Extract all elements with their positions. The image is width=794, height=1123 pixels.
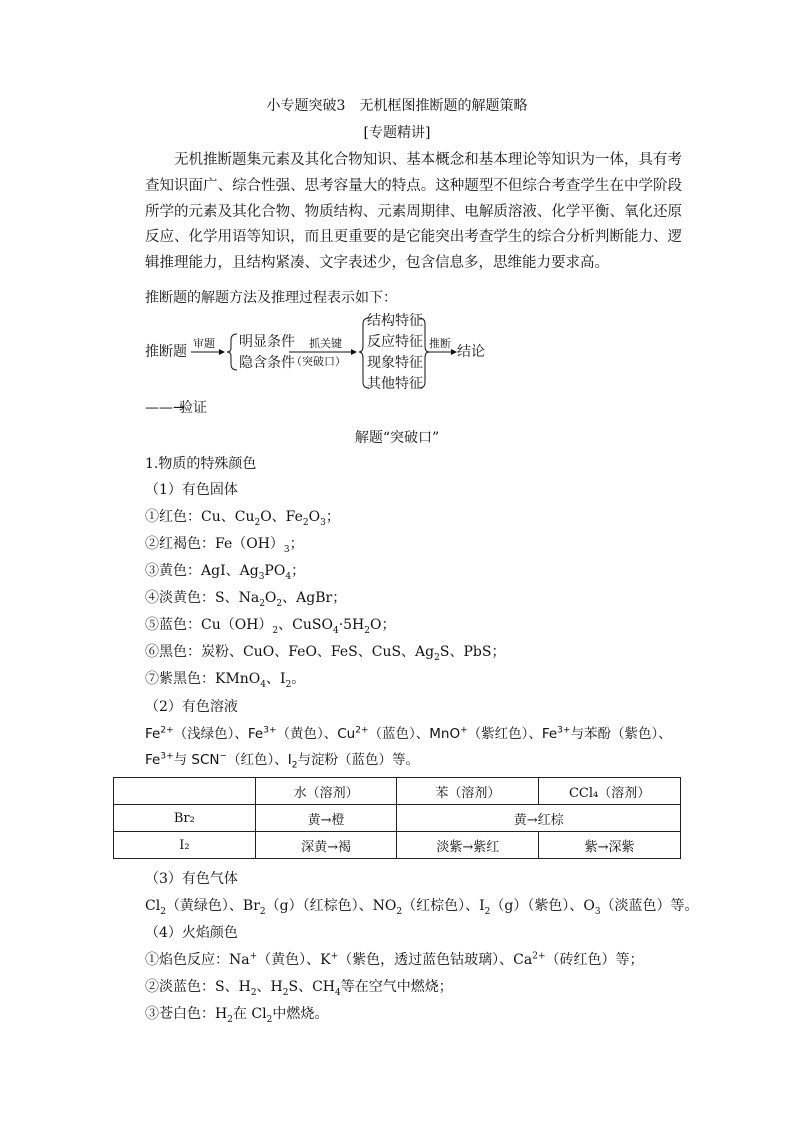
sub2-heading: （2）有色溶液: [145, 699, 238, 715]
solid-black: ⑥黑色：炭粉、CuO、FeO、FeS、CuS、$Ag_2S$、PbS；: [145, 644, 506, 663]
table-row-label: Br₂: [114, 805, 256, 832]
solid-paleyellow: ④淡黄色：S、$Na_2O_2$、AgBr；: [145, 590, 347, 609]
flow-arrow3-label: 推断: [429, 337, 451, 350]
table-header-row: [114, 778, 681, 805]
flame-line-2: ②淡蓝色：S、$H_2$、$H_2S$、$CH_4$等在空气中燃烧；: [145, 979, 453, 998]
flow-verify: 验证: [179, 400, 207, 416]
table-cell: 淡紫→紫红: [397, 832, 539, 859]
breakthrough-heading: 解题“突破口”: [354, 430, 440, 446]
flow-arrow1-label: 审题: [193, 337, 215, 350]
flow-feature-other: 其他特征: [367, 376, 423, 392]
solid-purpleblack: ⑦紫黑色：KMnO$_4$、$I_2$。: [145, 671, 306, 690]
flow-end: 结论: [457, 344, 485, 360]
table-cell: 深黄→褐: [255, 832, 397, 859]
section-label: [专题精讲]: [363, 125, 431, 141]
solid-redbrown: ②红褐色：$Fe(OH)_3$；: [145, 536, 304, 555]
table-cell: 紫→深紫: [539, 832, 681, 859]
solid-blue: ⑤蓝色：$Cu(OH)_2$、$CuSO_4\cdot 5H_2O$；: [145, 617, 396, 636]
flow-arrow2-bottom: （突破口）: [291, 355, 346, 368]
solid-red: ①红色：Cu、$Cu_2O$、$Fe_2O_3$；: [145, 509, 340, 528]
flame-line-1: ①焰色反应：Na+（黄色）、K+（紫色，透过蓝色钴玻璃）、$Ca^{2+}$（砖红色）等；: [145, 951, 644, 968]
table-header-cell: 苯（溶剂）: [397, 778, 539, 805]
section1-heading: 1.物质的特殊颜色: [145, 456, 257, 472]
table-header-cell: [114, 778, 256, 805]
table-row-label: I₂: [114, 832, 256, 859]
sub4-heading: （4）火焰颜色: [145, 925, 238, 941]
table-header-cell: 水（溶剂）: [255, 778, 397, 805]
intro-paragraph: 无机推断题集元素及其化合物知识、基本概念和基本理论等知识为一体，具有考查知识面广、综合性强、思考容量大的特点。这种题型不但综合考查学生在中学阶段所学的元素及其化合物、物质结构、元素周期律、电解质溶液、化学平衡、氧化还原反应、化学用语等知识，而且更重要的是它能突出考查学生的综合分析判断能力、逻辑推理能力，且结构紧凑、文字表述少，包含信息多，思维能力要求高。: [145, 152, 682, 272]
gases-line: $Cl_2$（黄绿色）、$Br_2(g)$（红棕色）、$NO_2$（红棕色）、$I_2(g)$（紫色）、$O_3$（淡蓝色）等。: [145, 898, 699, 917]
inference-flow-diagram: [145, 312, 685, 422]
sub1-heading: （1）有色固体: [145, 482, 238, 498]
flow-arrow2-top: 抓关键: [309, 337, 342, 350]
table-row: [114, 805, 681, 832]
solution-line-1: $Fe^{2+}$（浅绿色）、$Fe^{3+}$（黄色）、$Cu^{2+}$（蓝色）、MnO+（紫红色）、$Fe^{3+}$与苯酚（紫色）、: [145, 725, 672, 742]
flow-condition-hidden: 隐含条件: [239, 355, 295, 371]
flow-verify-arrow: ——→: [145, 400, 185, 416]
flow-feature-phenomenon: 现象特征: [367, 355, 423, 371]
table-row: [114, 832, 681, 859]
flame-line-3: ③苍白色：$H_2$在 $Cl_2$中燃烧。: [145, 1006, 329, 1025]
sub3-heading: （3）有色气体: [145, 871, 238, 887]
table-header-cell: CCl₄（溶剂）: [539, 778, 681, 805]
flow-start: 推断题: [145, 344, 187, 360]
flow-feature-reaction: 反应特征: [367, 334, 423, 350]
page-title: 小专题突破3 无机框图推断题的解题策略: [266, 98, 528, 114]
table-cell: 黄→红棕: [397, 805, 681, 832]
table-cell: 黄→橙: [255, 805, 397, 832]
flow-feature-structure: 结构特征: [367, 313, 423, 329]
flow-condition-explicit: 明显条件: [239, 334, 295, 350]
solid-yellow: ③黄色：AgI、$Ag_3PO_4$；: [145, 563, 306, 582]
halogen-color-table: [113, 777, 681, 859]
solution-line-2: $Fe^{3+}$与 SCN−（红色）、$I_2$与淀粉（蓝色）等。: [145, 751, 420, 771]
method-intro: 推断题的解题方法及推理过程表示如下：: [145, 290, 397, 306]
